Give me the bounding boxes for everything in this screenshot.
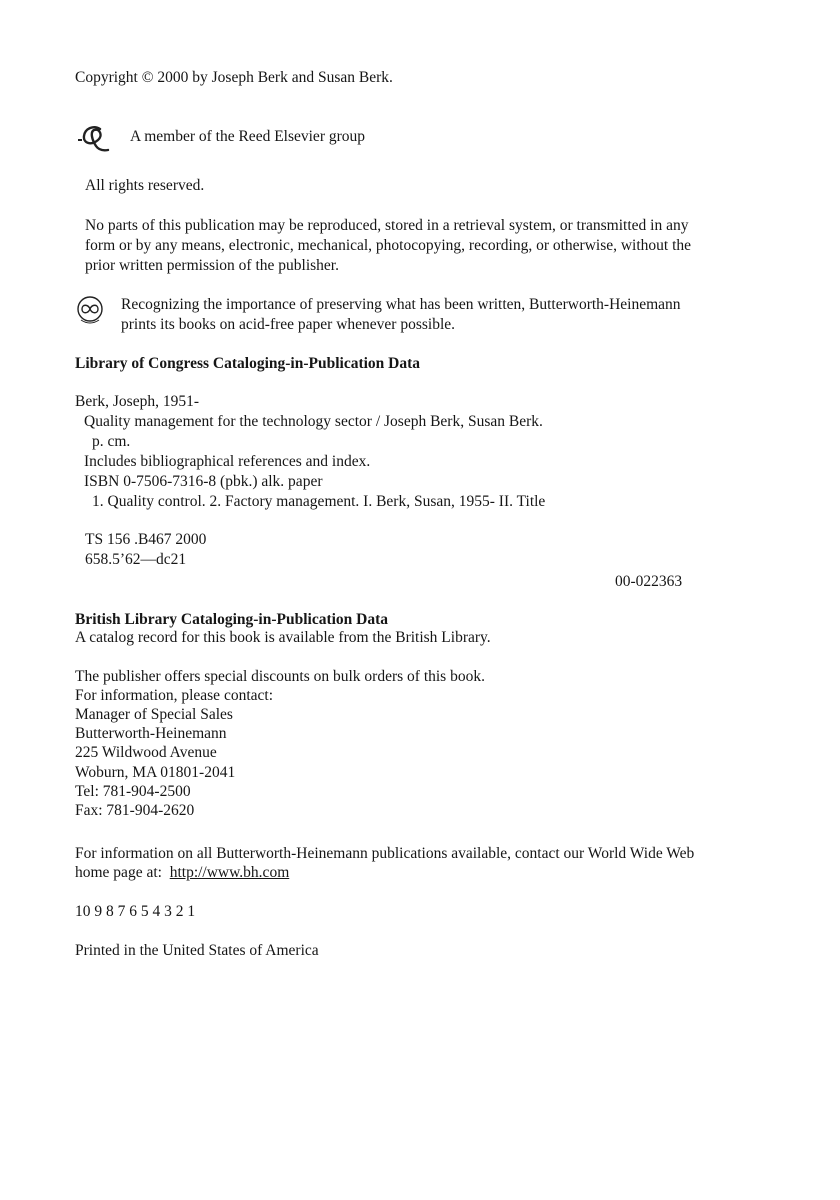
loc-control-number: 00-022363 — [615, 573, 683, 590]
british-library-heading: British Library Cataloging-in-Publication Data — [75, 611, 389, 628]
loc-subjects: 1. Quality control. 2. Factory management. I. Berk, Susan, 1955- II. Title — [92, 493, 546, 510]
loc-call-number: TS 156 .B467 2000 — [85, 531, 207, 548]
contact-line-6: Woburn, MA 01801-2041 — [75, 764, 236, 781]
copyright-notice: Copyright © 2000 by Joseph Berk and Susan Berk. — [75, 69, 393, 86]
loc-bibliography: Includes bibliographical references and index. — [84, 453, 371, 470]
loc-dewey: 658.5’62—dc21 — [85, 551, 187, 568]
web-info-line: For information on all Butterworth-Heinemann publications available, contact our World Wide Web — [75, 845, 695, 862]
publisher-group-line: A member of the Reed Elsevier group — [130, 128, 366, 145]
contact-line-5: 225 Wildwood Avenue — [75, 744, 217, 761]
contact-line-4: Butterworth-Heinemann — [75, 725, 227, 742]
loc-isbn: ISBN 0-7506-7316-8 (pbk.) alk. paper — [84, 473, 323, 490]
contact-line-2: For information, please contact: — [75, 687, 273, 704]
web-homepage-line — [75, 863, 289, 883]
loc-heading: Library of Congress Cataloging-in-Publication Data — [75, 355, 421, 372]
reproduction-notice-line-3: prior written permission of the publisher. — [85, 257, 339, 274]
rights-reserved: All rights reserved. — [85, 177, 205, 194]
contact-line-8: Fax: 781-904-2620 — [75, 802, 195, 819]
website-link[interactable]: http://www.bh.com — [169, 864, 290, 881]
reproduction-notice-line-1: No parts of this publication may be reproduced, stored in a retrieval system, or transmitted in any — [85, 217, 689, 234]
loc-author: Berk, Joseph, 1951- — [75, 393, 199, 410]
recycled-paper-icon — [73, 294, 107, 328]
reed-elsevier-logo-icon — [76, 124, 112, 156]
loc-pages: p. cm. — [92, 433, 131, 450]
acid-free-paper-notice-line-1: Recognizing the importance of preserving what has been written, Butterworth-Heinemann — [121, 296, 681, 313]
contact-line-7: Tel: 781-904-2500 — [75, 783, 191, 800]
acid-free-paper-notice-line-2: prints its books on acid-free paper whenever possible. — [121, 316, 456, 333]
printed-in: Printed in the United States of America — [75, 942, 319, 959]
british-library-text: A catalog record for this book is available from the British Library. — [75, 629, 491, 646]
printing-number-line: 10 9 8 7 6 5 4 3 2 1 — [75, 903, 196, 920]
reproduction-notice-line-2: form or by any means, electronic, mechanical, photocopying, recording, or otherwise, without the — [85, 237, 692, 254]
contact-line-1: The publisher offers special discounts on bulk orders of this book. — [75, 668, 485, 685]
contact-line-3: Manager of Special Sales — [75, 706, 233, 723]
web-homepage-prefix: home page at: — [75, 864, 162, 881]
loc-title: Quality management for the technology sector / Joseph Berk, Susan Berk. — [84, 413, 543, 430]
